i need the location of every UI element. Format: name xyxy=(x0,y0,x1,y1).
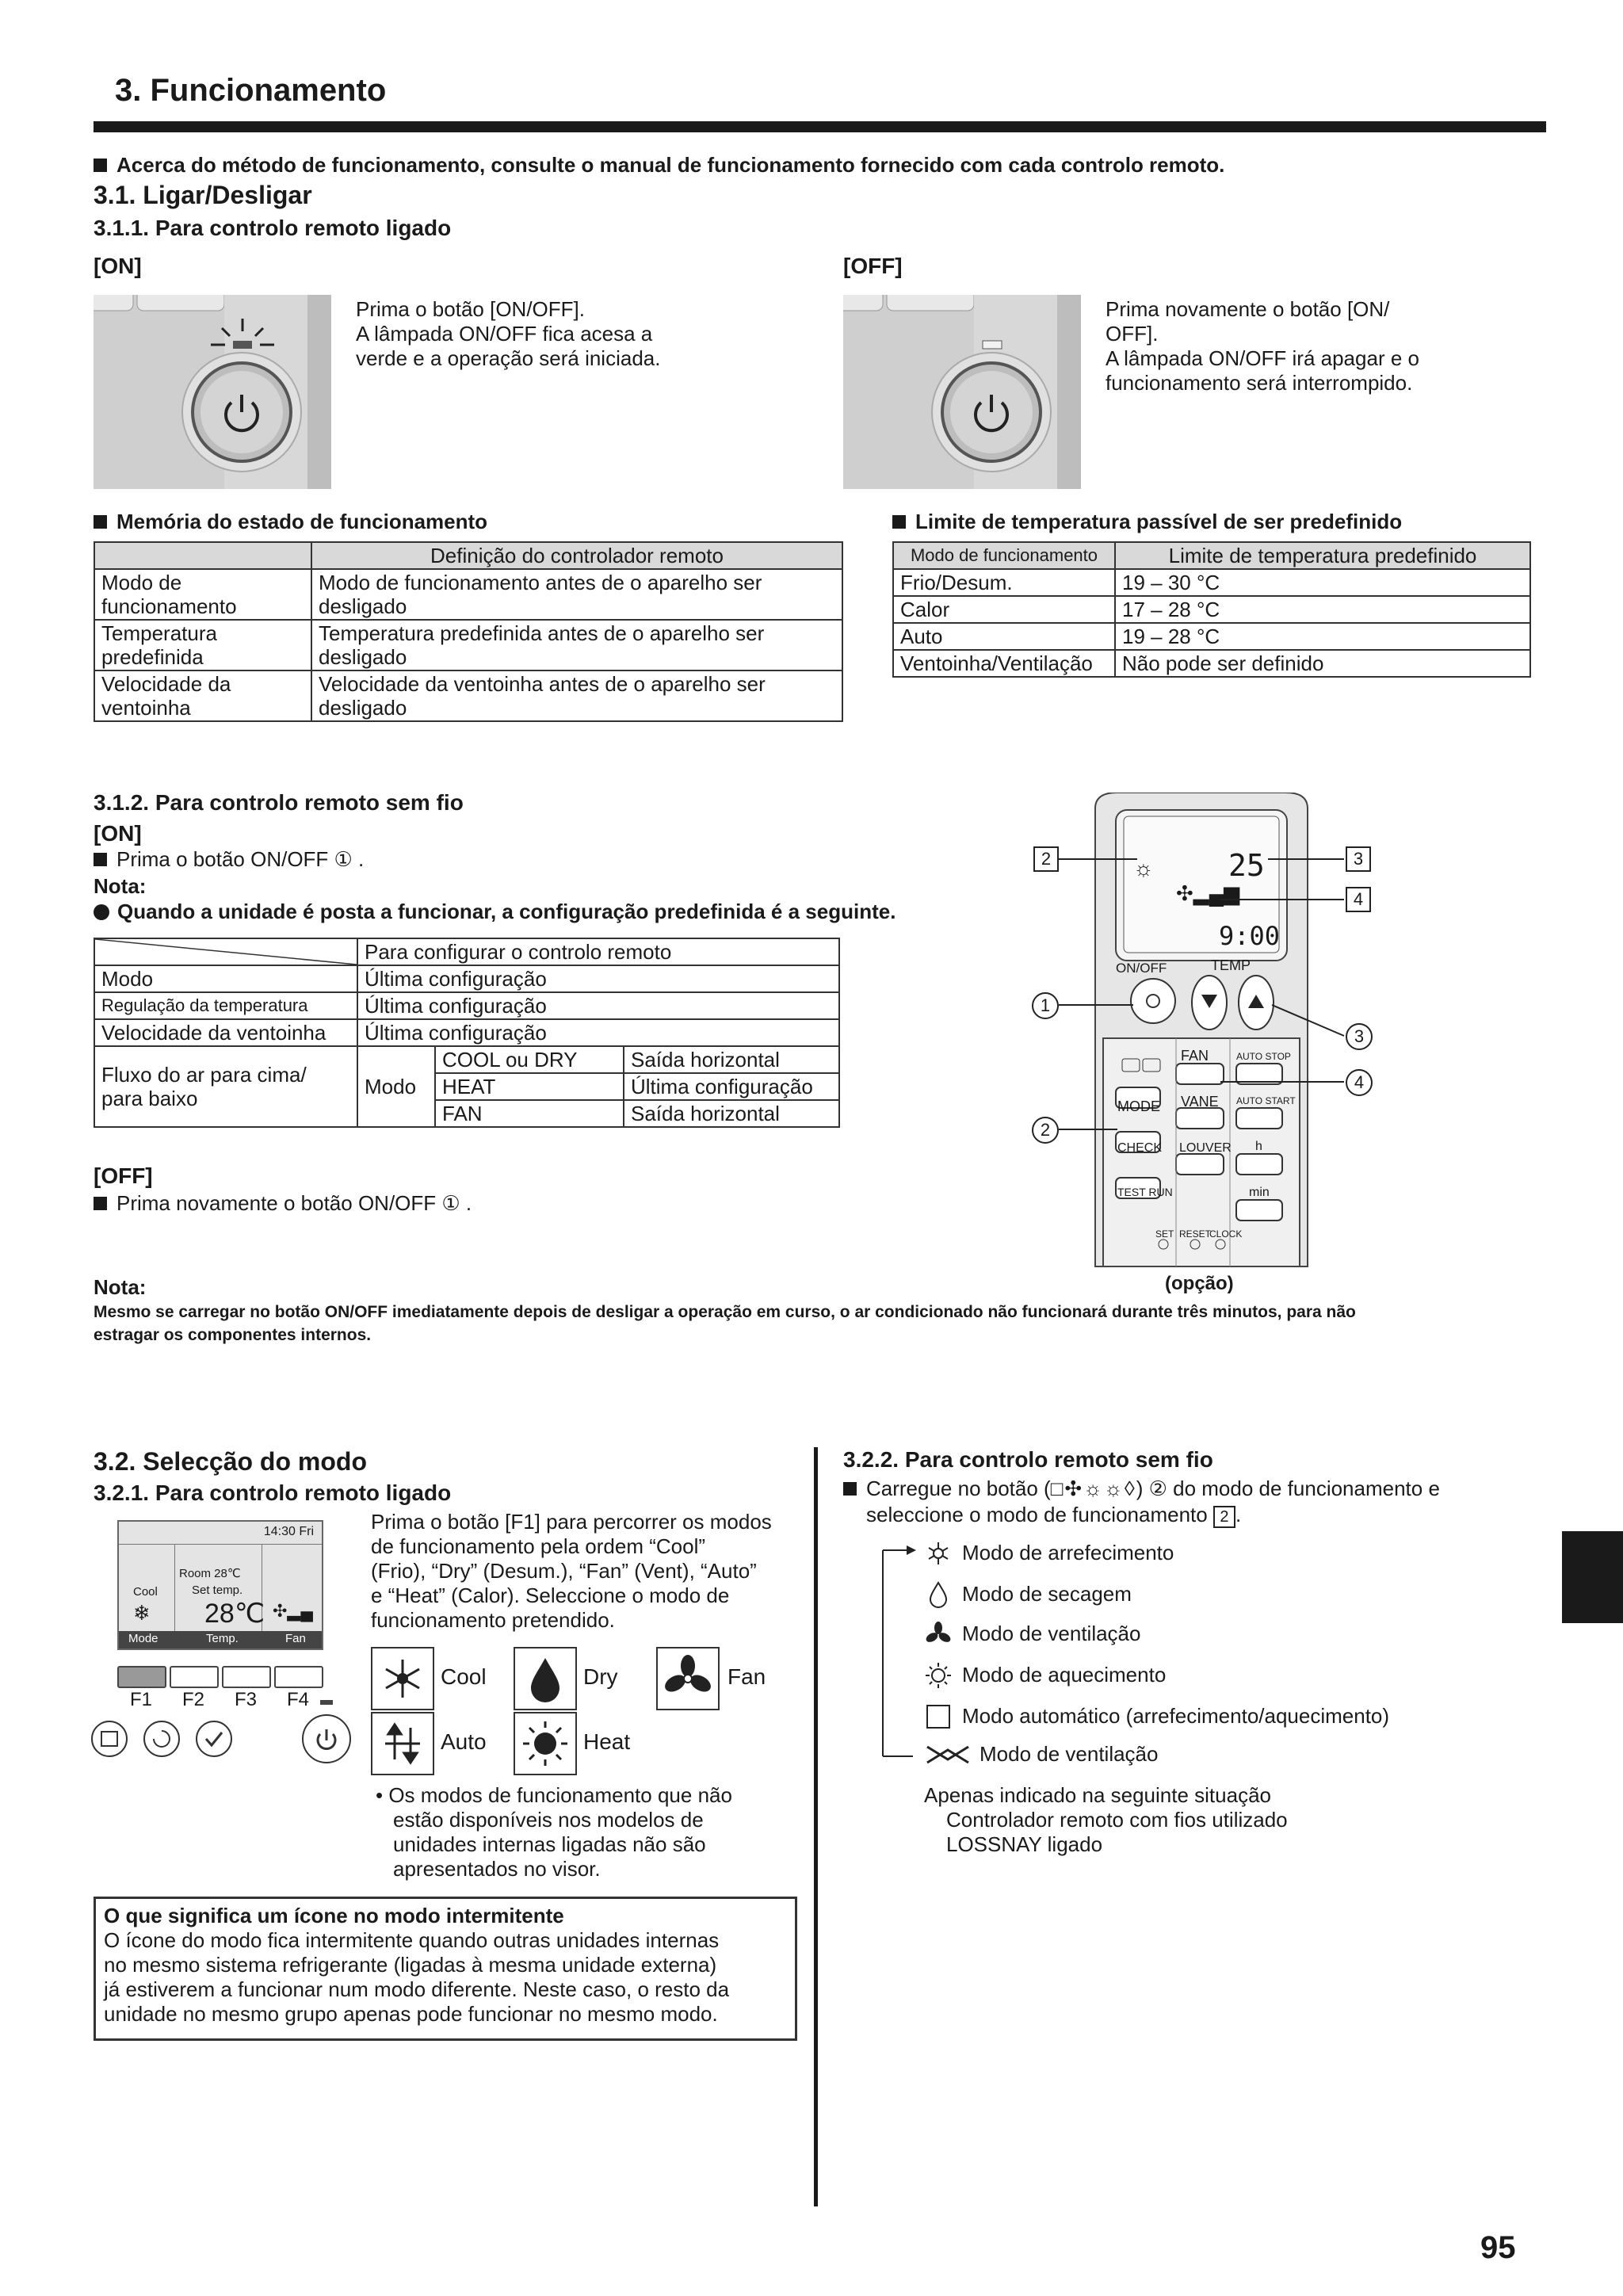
bullet-square xyxy=(94,853,107,866)
callout-circle-3: 3 xyxy=(1346,1023,1373,1050)
cool-label: Cool xyxy=(441,1664,487,1689)
dry-mode-box xyxy=(514,1647,577,1710)
s312-on-label: [ON] xyxy=(94,821,142,846)
f3-key[interactable] xyxy=(222,1666,271,1688)
s321-bullet: • Os modos de funcionamento que não estão disponíveis nos modelos de unidades internas ligadas não são apresentados no visor. xyxy=(376,1783,732,1881)
dry-label: Dry xyxy=(583,1664,618,1689)
callout-circle-1: 1 xyxy=(1032,992,1059,1019)
clock-label: CLOCK xyxy=(1209,1228,1243,1240)
s321-instructions: Prima o botão [F1] para percorrer os modos de funcionamento pela ordem “Cool” (Frio), “Dry” (Desum.), “Fan” (Vent), “Auto” e “Heat” (Calor). Seleccione o modo de funcionamento pretendido. xyxy=(371,1510,772,1632)
f4-key[interactable] xyxy=(274,1666,323,1688)
callout-circle-4: 4 xyxy=(1346,1069,1373,1096)
mode-icons-inline: □✣☼☼◊ xyxy=(1050,1477,1136,1500)
min-label: min xyxy=(1249,1186,1270,1199)
lcd-time: 9:00 xyxy=(1219,921,1281,951)
defaults-header: Para configurar o controlo remoto xyxy=(357,938,839,965)
table-row: Ventoinha/Ventilação Não pode ser definido xyxy=(893,650,1530,677)
memory-title: Memória do estado de funcionamento xyxy=(94,510,487,534)
auto-arrows-icon xyxy=(372,1713,433,1774)
table-row: Frio/Desum. 19 – 30 °C xyxy=(893,569,1530,596)
cool-mode-box xyxy=(371,1647,434,1710)
on-label: [ON] xyxy=(94,254,142,278)
wired-remote-buttons xyxy=(89,1712,358,1767)
auto-icon xyxy=(924,1702,953,1731)
onoff-label: ON/OFF xyxy=(1116,961,1167,976)
table-row: Fluxo do ar para cima/ para baixo Modo COOL ou DRY Saída horizontal xyxy=(94,1046,839,1073)
note-label: Nota: xyxy=(94,1275,147,1299)
vane-label: VANE xyxy=(1181,1094,1219,1110)
sun-icon: ☼ xyxy=(1133,856,1154,881)
off-instructions: Prima novamente o botão [ON/ OFF]. A lâmpada ON/OFF irá apagar e o funcionamento será interrompido. xyxy=(1106,297,1419,395)
ventilation-note: Apenas indicado na seguinte situação Controlador remoto com fios utilizado LOSSNAY ligado xyxy=(924,1783,1288,1856)
wired-lcd xyxy=(117,1520,323,1650)
defaults-table xyxy=(94,938,840,1128)
blinking-icon-box xyxy=(94,1897,797,2041)
column-divider xyxy=(814,1447,818,2206)
fan-mode-box xyxy=(656,1647,720,1710)
wired-remote-on-image xyxy=(94,295,331,489)
s312-note-text: Quando a unidade é posta a funcionar, a configuração predefinida é a seguinte. xyxy=(94,900,896,924)
s312-off-label: [OFF] xyxy=(94,1163,153,1188)
mode-dry-label: Modo de secagem xyxy=(962,1582,1132,1606)
heat-mode-box xyxy=(514,1712,577,1775)
mode-fan-label: Modo de ventilação xyxy=(962,1622,1141,1645)
table-row: Auto 19 – 28 °C xyxy=(893,623,1530,650)
mode-cool-label: Modo de arrefecimento xyxy=(962,1541,1174,1564)
s312-on-line: Prima o botão ON/OFF ① . xyxy=(94,847,364,872)
s312-off-line: Prima novamente o botão ON/OFF ① . xyxy=(94,1191,472,1216)
page-title: 3. Funcionamento xyxy=(115,73,387,108)
dry-icon xyxy=(924,1580,953,1609)
limits-title: Limite de temperatura passível de ser predefinido xyxy=(892,510,1402,534)
memory-header: Definição do controlador remoto xyxy=(311,542,842,569)
memory-table xyxy=(94,541,843,722)
f3-label: F3 xyxy=(235,1689,258,1710)
section-321-title: 3.2.1. Para controlo remoto ligado xyxy=(94,1480,452,1505)
bullet-dot xyxy=(94,904,109,920)
mode-auto-label: Modo automático (arrefecimento/aquecimento) xyxy=(962,1704,1390,1728)
lcd-temp-large: 28℃ xyxy=(204,1599,265,1629)
h-label: h xyxy=(1255,1140,1262,1153)
wired-remote-off-image xyxy=(843,295,1081,489)
auto-label: Auto xyxy=(441,1729,487,1754)
section-311-title: 3.1.1. Para controlo remoto ligado xyxy=(94,216,452,240)
fan-label: Fan xyxy=(727,1664,766,1689)
sun-icon xyxy=(515,1713,575,1774)
snowflake-icon xyxy=(372,1648,433,1709)
section-31-title: 3.1. Ligar/Desligar xyxy=(94,181,312,209)
limits-table: Modo de funcionamento Limite de temperatura predefinido Frio/Desum. 19 – 30 °C Calor 17 – 28 °C Auto 19 – 28 °C Ventoinha/Ventilação Não pode ser definido xyxy=(892,541,1531,678)
callout-circle-2: 2 xyxy=(1032,1117,1059,1144)
bullet-square xyxy=(892,515,906,529)
f1-key[interactable] xyxy=(117,1666,166,1688)
bullet-square xyxy=(94,515,107,529)
fan-speed-icon: ✣▂▄ xyxy=(273,1601,313,1621)
section-322-title: 3.2.2. Para controlo remoto sem fio xyxy=(843,1447,1213,1472)
box-text: O ícone do modo fica intermitente quando outras unidades internas no mesmo sistema refrigerante (ligadas à mesma unidade externa) já estiverem a funcionar num modo diferente. Neste caso, o resto da unidade no mesmo grupo apenas pode funcionar no mesmo modo. xyxy=(104,1928,730,2026)
table-row: FAN Saída horizontal xyxy=(94,1100,839,1127)
heat-icon xyxy=(924,1661,953,1690)
fan-icon xyxy=(924,1620,953,1648)
chapter-tab xyxy=(1562,1531,1623,1623)
s312-note-label: Nota: xyxy=(94,874,147,898)
off-label: [OFF] xyxy=(843,254,903,278)
droplet-icon xyxy=(515,1648,575,1709)
callout-lines xyxy=(1030,840,1379,1141)
louver-label: LOUVER xyxy=(1179,1141,1232,1155)
box-title: O que significa um ícone no modo intermitente xyxy=(104,1904,564,1927)
auto-mode-box xyxy=(371,1712,434,1775)
reset-label: RESET xyxy=(1179,1228,1212,1240)
section-312-title: 3.1.2. Para controlo remoto sem fio xyxy=(94,790,464,815)
table-row: Velocidade da ventoinha Velocidade da ventoinha antes de o aparelho ser desligado xyxy=(94,670,842,721)
heat-label: Heat xyxy=(583,1729,631,1754)
cool-icon xyxy=(924,1539,953,1568)
title-rule xyxy=(94,121,1546,132)
lcd-tempk: Temp. xyxy=(206,1632,239,1645)
fan-icon: ✣▂▄▆ xyxy=(1176,881,1240,905)
on-instructions: Prima o botão [ON/OFF]. A lâmpada ON/OFF fica acesa a verde e a operação será iniciada. xyxy=(356,297,661,370)
auto-stop-label: AUTO STOP xyxy=(1236,1051,1291,1062)
f2-label: F2 xyxy=(182,1689,205,1710)
s322-line2: seleccione o modo de funcionamento 2 . xyxy=(866,1503,1242,1526)
table-row: Temperatura predefinida Temperatura predefinida antes de o aparelho ser desligado xyxy=(94,620,842,670)
s322-line1: Carregue no botão (□✣☼☼◊) ② do modo de funcionamento e xyxy=(843,1477,1440,1501)
f4-label: F4 xyxy=(287,1689,310,1710)
lcd-mode: Mode xyxy=(128,1632,158,1645)
page-number: 95 xyxy=(1480,2230,1516,2265)
table-row: Calor 17 – 28 °C xyxy=(893,596,1530,623)
callout-tag-4: 4 xyxy=(1346,887,1371,912)
lcd-set: Set temp. xyxy=(192,1584,243,1597)
remote-caption: (opção) xyxy=(1165,1273,1234,1294)
bullet-square xyxy=(843,1482,857,1496)
mode-cycle-bracket xyxy=(872,1538,919,1767)
bullet-square xyxy=(94,1197,107,1210)
table-row: Modo Última configuração xyxy=(94,965,839,992)
tag-2: 2 xyxy=(1213,1506,1235,1528)
intro-line: Acerca do método de funcionamento, consulte o manual de funcionamento fornecido com cada controlo remoto. xyxy=(94,153,1224,178)
check-label: CHECK xyxy=(1117,1141,1163,1155)
auto-start-label: AUTO START xyxy=(1236,1095,1296,1106)
callout-tag-2: 2 xyxy=(1033,846,1059,872)
set-label: SET xyxy=(1155,1228,1174,1240)
lcd-clock: 14:30 Fri xyxy=(263,1525,314,1538)
ventilation-icon xyxy=(924,1742,973,1767)
lcd-room: Room 28℃ xyxy=(179,1567,241,1580)
f1-label: F1 xyxy=(130,1689,153,1710)
fan-icon xyxy=(658,1648,718,1709)
f2-key[interactable] xyxy=(170,1666,219,1688)
mode-ventilation-label: Modo de ventilação xyxy=(980,1742,1159,1766)
table-row: Modo de funcionamento Modo de funcionamento antes de o aparelho ser desligado xyxy=(94,569,842,620)
table-row: Velocidade da ventoinha Última configuração xyxy=(94,1019,839,1046)
callout-tag-3: 3 xyxy=(1346,846,1371,872)
table-row: HEAT Última configuração xyxy=(94,1073,839,1100)
table-row: Regulação da temperatura Última configuração xyxy=(94,992,839,1019)
mode-label: MODE xyxy=(1117,1098,1160,1114)
power-led xyxy=(320,1700,333,1705)
temp-label: TEMP xyxy=(1211,957,1251,973)
test-run-label: TEST RUN xyxy=(1117,1186,1173,1198)
lcd-temp: 25 xyxy=(1228,848,1265,883)
mode-heat-label: Modo de aquecimento xyxy=(962,1663,1167,1687)
fan-label: FAN xyxy=(1181,1048,1209,1064)
note-text: Mesmo se carregar no botão ON/OFF imediatamente depois de desligar a operação em curso, o ar condicionado não funcionará durante três minutos, para não estragar os componentes internos. xyxy=(94,1303,1356,1344)
snowflake-icon: ❄ xyxy=(133,1601,151,1625)
lcd-cool: Cool xyxy=(133,1585,158,1599)
section-32-title: 3.2. Selecção do modo xyxy=(94,1447,367,1476)
lcd-fan: Fan xyxy=(285,1632,306,1645)
bullet-square xyxy=(94,159,107,172)
